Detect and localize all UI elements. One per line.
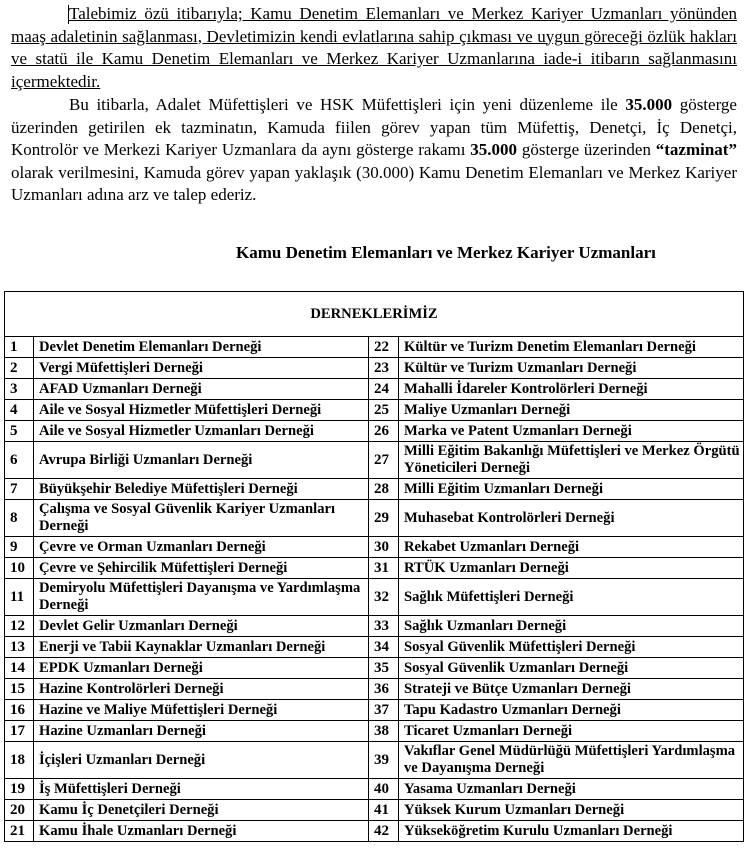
association-name-right: Yasama Uzmanları Derneği xyxy=(399,779,744,800)
association-name-left: Hazine ve Maliye Müfettişleri Derneği xyxy=(34,700,369,721)
association-name-left: Aile ve Sosyal Hizmetler Uzmanları Derneği xyxy=(34,421,369,442)
row-number-left: 6 xyxy=(5,442,34,479)
table-row xyxy=(5,637,744,658)
row-number-left: 19 xyxy=(5,779,34,800)
row-number-right: 23 xyxy=(369,358,399,379)
association-name-left: Avrupa Birliği Uzmanları Derneği xyxy=(34,442,369,479)
row-number-right: 31 xyxy=(369,558,399,579)
row-number-left: 15 xyxy=(5,679,34,700)
row-number-right: 32 xyxy=(369,579,399,616)
table-row xyxy=(5,779,744,800)
row-number-right: 42 xyxy=(369,821,399,842)
row-number-right: 41 xyxy=(369,800,399,821)
p2-part2: gösterge üzerinden getirilen ek tazminatın, Kamuda fiilen görev yapan tüm Müfettiş, Denetçi, İç Denetçi, Kontrolör ve Merkezi Kariyer Uzmanlara da aynı gösterge rakamı xyxy=(11,95,737,159)
association-name-left: Enerji ve Tabii Kaynaklar Uzmanları Derneği xyxy=(34,637,369,658)
association-name-left: Devlet Gelir Uzmanları Derneği xyxy=(34,616,369,637)
association-name-right: Kültür ve Turizm Denetim Elemanları Derneği xyxy=(399,337,744,358)
table-row xyxy=(5,579,744,616)
association-name-left: EPDK Uzmanları Derneği xyxy=(34,658,369,679)
row-number-left: 1 xyxy=(5,337,34,358)
row-number-right: 37 xyxy=(369,700,399,721)
association-name-right: Mahalli İdareler Kontrolörleri Derneği xyxy=(399,379,744,400)
table-header: DERNEKLERİMİZ xyxy=(5,292,744,337)
association-name-right: Vakıflar Genel Müdürlüğü Müfettişleri Yardımlaşma ve Dayanışma Derneği xyxy=(399,742,744,779)
table-row xyxy=(5,421,744,442)
table-row xyxy=(5,721,744,742)
association-name-right: Milli Eğitim Bakanlığı Müfettişleri ve Merkez Örgütü Yöneticileri Derneği xyxy=(399,442,744,479)
row-number-right: 24 xyxy=(369,379,399,400)
table-row xyxy=(5,679,744,700)
p2-amount2: 35.000 xyxy=(470,140,518,159)
association-name-left: Aile ve Sosyal Hizmetler Müfettişleri Derneği xyxy=(34,400,369,421)
row-number-right: 34 xyxy=(369,637,399,658)
table-row xyxy=(5,400,744,421)
p2-part3: gösterge üzerinden xyxy=(517,140,656,159)
table-row xyxy=(5,558,744,579)
row-number-right: 38 xyxy=(369,721,399,742)
association-name-left: İş Müfettişleri Derneği xyxy=(34,779,369,800)
row-number-left: 20 xyxy=(5,800,34,821)
table-row xyxy=(5,442,744,479)
row-number-right: 28 xyxy=(369,479,399,500)
association-name-left: Kamu İhale Uzmanları Derneği xyxy=(34,821,369,842)
association-name-right: Sosyal Güvenlik Uzmanları Derneği xyxy=(399,658,744,679)
associations-table xyxy=(4,291,744,842)
row-number-right: 27 xyxy=(369,442,399,479)
association-name-left: Büyükşehir Belediye Müfettişleri Derneği xyxy=(34,479,369,500)
row-number-right: 40 xyxy=(369,779,399,800)
table-row xyxy=(5,379,744,400)
row-number-right: 30 xyxy=(369,537,399,558)
row-number-right: 39 xyxy=(369,742,399,779)
row-number-right: 22 xyxy=(369,337,399,358)
row-number-left: 4 xyxy=(5,400,34,421)
table-row xyxy=(5,500,744,537)
table-row xyxy=(5,742,744,779)
table-row xyxy=(5,700,744,721)
association-name-right: Tapu Kadastro Uzmanları Derneği xyxy=(399,700,744,721)
association-name-left: Çevre ve Şehircilik Müfettişleri Derneği xyxy=(34,558,369,579)
association-name-left: İçişleri Uzmanları Derneği xyxy=(34,742,369,779)
association-name-right: Ticaret Uzmanları Derneği xyxy=(399,721,744,742)
row-number-left: 8 xyxy=(5,500,34,537)
row-number-right: 26 xyxy=(369,421,399,442)
association-name-right: Kültür ve Turizm Uzmanları Derneği xyxy=(399,358,744,379)
row-number-right: 33 xyxy=(369,616,399,637)
signature: Kamu Denetim Elemanları ve Merkez Kariyer Uzmanları xyxy=(236,243,656,262)
p2-term: “tazminat” xyxy=(655,140,737,159)
table-row xyxy=(5,616,744,637)
table-row xyxy=(5,800,744,821)
association-name-right: Yüksek Kurum Uzmanları Derneği xyxy=(399,800,744,821)
row-number-left: 7 xyxy=(5,479,34,500)
association-name-right: RTÜK Uzmanları Derneği xyxy=(399,558,744,579)
association-name-right: Milli Eğitim Uzmanları Derneği xyxy=(399,479,744,500)
row-number-right: 25 xyxy=(369,400,399,421)
association-name-right: Strateji ve Bütçe Uzmanları Derneği xyxy=(399,679,744,700)
paragraph-request-summary xyxy=(11,3,737,93)
association-name-right: Rekabet Uzmanları Derneği xyxy=(399,537,744,558)
association-name-left: Çevre ve Orman Uzmanları Derneği xyxy=(34,537,369,558)
row-number-left: 17 xyxy=(5,721,34,742)
association-name-left: Vergi Müfettişleri Derneği xyxy=(34,358,369,379)
association-name-right: Sosyal Güvenlik Müfettişleri Derneği xyxy=(399,637,744,658)
table-row xyxy=(5,479,744,500)
association-name-left: Devlet Denetim Elemanları Derneği xyxy=(34,337,369,358)
association-name-right: Sağlık Uzmanları Derneği xyxy=(399,616,744,637)
row-number-right: 29 xyxy=(369,500,399,537)
row-number-right: 35 xyxy=(369,658,399,679)
row-number-left: 9 xyxy=(5,537,34,558)
paragraph-request-summary-text: Talebimiz özü itibarıyla; Kamu Denetim Elemanları ve Merkez Kariyer Uzmanları yönünden maaş adaletinin sağlanması, Devletimizin kendi evlatlarına sahip çıkması ve uygun göreceği özlük hakları ve statü ile Kamu Denetim Elemanları ve Merkez Kariyer Uzmanlarına iade-i itibarın sağlanmasını içermektedir. xyxy=(11,4,737,91)
row-number-left: 18 xyxy=(5,742,34,779)
table-row xyxy=(5,358,744,379)
association-name-left: Kamu İç Denetçileri Derneği xyxy=(34,800,369,821)
association-name-right: Muhasebat Kontrolörleri Derneği xyxy=(399,500,744,537)
row-number-left: 11 xyxy=(5,579,34,616)
association-name-left: Hazine Kontrolörleri Derneği xyxy=(34,679,369,700)
row-number-left: 21 xyxy=(5,821,34,842)
row-number-left: 13 xyxy=(5,637,34,658)
association-name-left: Hazine Uzmanları Derneği xyxy=(34,721,369,742)
table-row xyxy=(5,337,744,358)
paragraph-request-detail xyxy=(11,94,737,207)
row-number-left: 12 xyxy=(5,616,34,637)
table-row xyxy=(5,821,744,842)
association-name-left: Demiryolu Müfettişleri Dayanışma ve Yardımlaşma Derneği xyxy=(34,579,369,616)
association-name-left: Çalışma ve Sosyal Güvenlik Kariyer Uzmanları Derneği xyxy=(34,500,369,537)
row-number-left: 16 xyxy=(5,700,34,721)
table-body xyxy=(5,337,744,842)
row-number-left: 14 xyxy=(5,658,34,679)
association-name-right: Yükseköğretim Kurulu Uzmanları Derneği xyxy=(399,821,744,842)
p2-part1: Bu itibarla, Adalet Müfettişleri ve HSK Müfettişleri için yeni düzenleme ile xyxy=(69,95,626,114)
association-name-left: AFAD Uzmanları Derneği xyxy=(34,379,369,400)
row-number-left: 10 xyxy=(5,558,34,579)
association-name-right: Maliye Uzmanları Derneği xyxy=(399,400,744,421)
table-row xyxy=(5,537,744,558)
row-number-right: 36 xyxy=(369,679,399,700)
row-number-left: 3 xyxy=(5,379,34,400)
association-name-right: Marka ve Patent Uzmanları Derneği xyxy=(399,421,744,442)
p2-amount1: 35.000 xyxy=(625,95,673,114)
table-row xyxy=(5,658,744,679)
p2-part4: olarak verilmesini, Kamuda görev yapan yaklaşık (30.000) Kamu Denetim Elemanları ve Merkez Kariyer Uzmanları adına arz ve talep ederiz. xyxy=(11,162,737,204)
row-number-left: 5 xyxy=(5,421,34,442)
row-number-left: 2 xyxy=(5,358,34,379)
association-name-right: Sağlık Müfettişleri Derneği xyxy=(399,579,744,616)
